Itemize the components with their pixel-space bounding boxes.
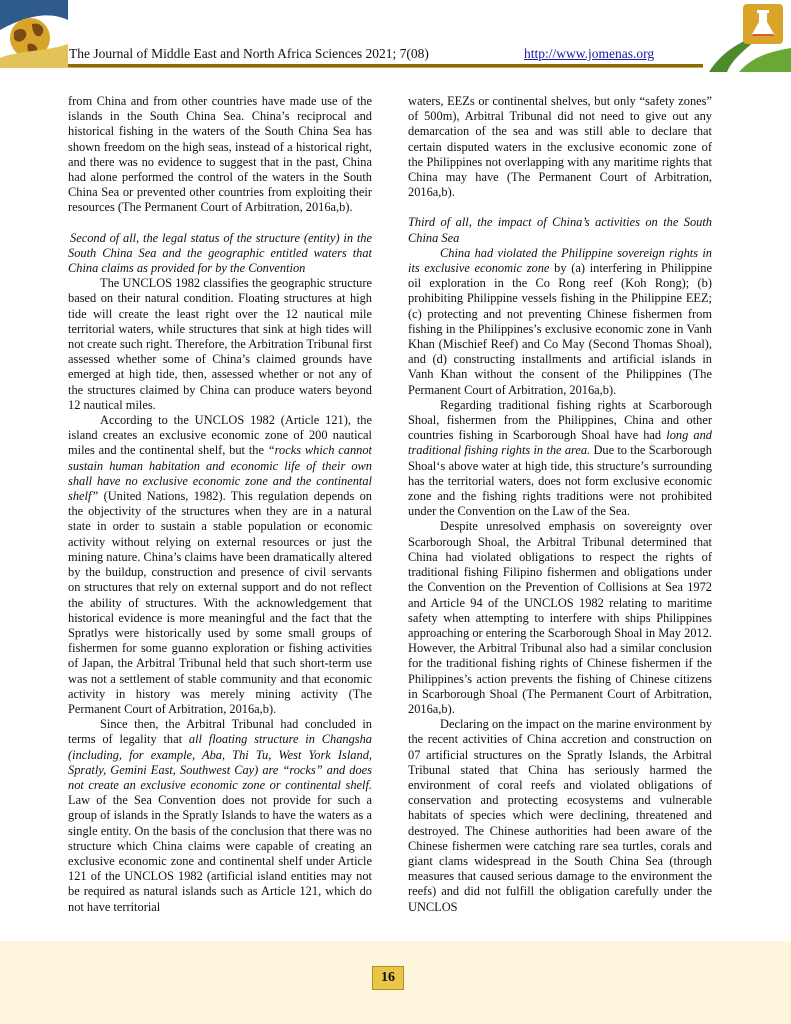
text-run: Since then, the Arbitral Tribunal had concluded in terms of legality that [68,717,372,747]
page-header [0,0,791,72]
quoted-text: “rocks which cannot sustain human habitation and economic life of their own shall have no exclusive economic zone and the continental shelf” [68,443,372,504]
paragraph: Despite unresolved emphasis on sovereignty over Scarborough Shoal, the Arbitral Tribunal determined that China had violated obligations to respect the rights of traditional fishing Filipino fishermen and obligations under the Convention on the Prevention of Collisions at Sea 1972 and Article 94 of the UNCLOS 1982 relating to maritime safety when attempting to interfere with ships Philippines approaching or entering the Scarborough Shoal in May 2012. However, the Arbitral Tribunal also had a similar conclusion for the traditional fishing rights of Chinese fishermen if the Philippines’s action prevents the fishing of Chinese citizens in Scarborough Shoal (The Permanent Court of Arbitration, 2016a,b). [408,519,712,716]
paragraph: from China and from other countries have made use of the islands in the South China Sea. China’s reciprocal and historical fishing in the waters of the South China Sea has shown freedom on the high seas, instead of a historical right, and there was no evidence to suggest that in the past, China had alone performed the control of the waters in the South China Sea or prevented other countries from exploiting their resources (The Permanent Court of Arbitration, 2016a,b). [68,94,372,215]
emphasized-text: China had violated the Philippine sovereign rights in its exclusive economic zone [408,245,712,276]
emphasized-text: long and traditional fishing rights in the area. [408,428,712,458]
text-run: (United Nations, 1982). This regulation depends on the objectivity of the structures when they are in a natural state in order to sustain a stable population or economic activity without relying on external resources or just the mining nature. China’s claims have been dramatically altered by the buildup, construction and presence of civil servants on structures that rely on external support and do not reflect the ability of structures. With the acknowledgement that historical evidence is more meaningful and the fact that the Spratlys were historically used by some small groups of fishermen for some guanno exploration or fishing activities of Japan, the Arbitral Tribunal held that such short-term use was not a settlement of stable community and that economic activity in history was merely mining activity (The Permanent Court of Arbitration, 2016a,b). [68,489,372,716]
paragraph: waters, EEZs or continental shelves, but only “safety zones” of 500m), Arbitral Tribunal did not need to give out any demarcation of the sea and was still able to declare that certain disputed waters in the exclusive economic zone of the Philippines not overlapping with any maritime rights that China may have (The Permanent Court of Arbitration, 2016a,b). [408,94,712,200]
text-run: Law of the Sea Convention does not provide for such a group of islands in the Spratly Islands to have the waters as a single entity. On the basis of the conclusion that there was no structure which China claims were capable of creating an exclusive economic zone and continental shelf under Article 121 of the UNCLOS 1982 (artificial island entities may not be required as natural islands such as Article 121, which do not have territorial [68,793,372,914]
journal-globe-logo-icon [0,0,68,68]
paragraph [68,413,372,717]
paragraph [408,246,712,398]
text-run: by (a) interfering in Philippine oil exploration in the Co Rong reef (Koh Rong); (b) prohibiting Philippine vessels fishing in the Philippine EEZ; (c) protecting and not preventing Chinese fishermen from fishing in the Philippines’s exclusive economic zone in Vanh Khan (Mischief Reef) and Co May (Second Thomas Shoal), and (d) constructing installments and artificial islands in Vanh Khan without the consent of the Philippines (The Permanent Court of Arbitration, 2016a,b). [408,261,712,397]
paragraph: Declaring on the impact on the marine environment by the recent activities of China accretion and construction on 07 artificial structures on the Spratly Islands, the Arbitral Tribunal stated that China has seriously harmed the environment of coral reefs and violated obligations of conservation and protecting ecosystems and vulnerable habitats of species which were declining, threatened and destroyed. The Chinese authorities had been aware of the Chinese fishermen were catching rare sea turtles, corals and giant clams widespread in the South China Sea (through measures that caused serious damage to the environment the reefs) and did not fulfill the obligation carefully under the UNCLOS [408,717,712,914]
paragraph: The UNCLOS 1982 classifies the geographic structure based on their natural condition. Floating structures at high tide will create the least right over the 12 nautical mile territorial waters, while structures that sink at high tides will not create such right. Therefore, the Arbitration Tribunal first assessed whether some of China’s claimed grounds have emerged at high tide, then, assessed whether or not any of the structures claimed by China can produce waters beyond 12 nautical miles. [68,276,372,412]
left-column [68,94,372,929]
paragraph [68,717,372,915]
text-run: Regarding traditional fishing rights at Scarborough Shoal, fishermen from the Philippines, China and other countries fishing in Scarborough Shoal have had [408,397,712,443]
text-run: Due to the Scarborough Shoal‘s above water at high tide, this structure’s surrounding has the territorial waters, does not form exclusive economic zone and the fishing rights traditions were not prohibited under the Convention on the Law of the Sea. [408,443,712,519]
journal-url-link[interactable]: http://www.jomenas.org [524,46,655,61]
science-flask-logo-icon [703,0,791,72]
header-rule-thin [68,67,703,68]
page-number-badge: 16 [372,966,404,990]
section-heading: Third of all, the impact of China’s activities on the South China Sea [408,215,712,245]
text-run: According to the UNCLOS 1982 (Article 121), the island creates an exclusive economic zone of 200 nautical miles and the continental shelf, but the [68,413,372,458]
emphasized-text: all floating structure in Changsha (including, for example, Aba, Thi Tu, West York Island, Spratly, Gemini East, Southwest Cay) are “rocks” and does not create an exclusive economic zone or continental shelf. [68,732,372,792]
paragraph [408,398,712,520]
journal-title: The Journal of Middle East and North Africa Sciences 2021; 7(08) [69,46,429,61]
right-column [408,94,712,929]
article-body [68,94,713,929]
section-heading: Second of all, the legal status of the structure (entity) in the South China Sea and the geographic entitled waters that China claims as provided for by the Convention [68,230,372,276]
